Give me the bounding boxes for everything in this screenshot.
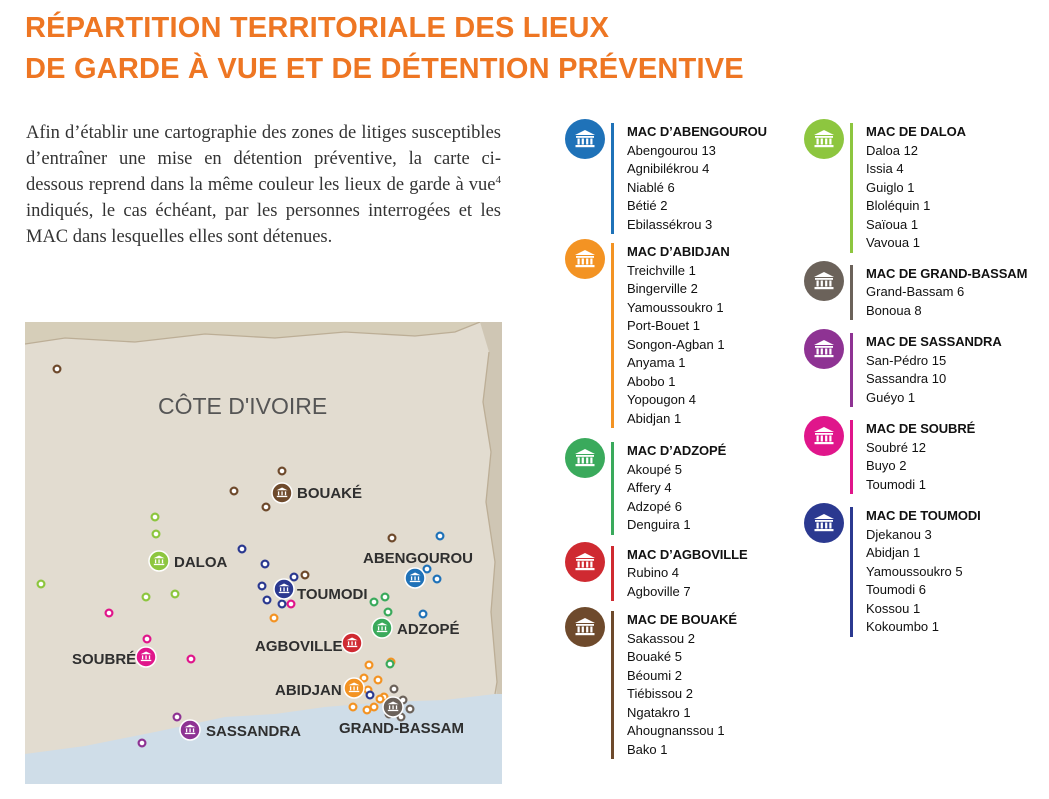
location-marker <box>350 704 357 711</box>
mac-color-bar <box>850 333 853 407</box>
mac-location-list <box>866 142 1027 253</box>
location-marker <box>143 594 150 601</box>
mac-location-item: Bako 1 <box>627 741 668 757</box>
mac-location-item: Bingerville 2 <box>627 281 698 296</box>
location-marker <box>174 714 181 721</box>
mac-location-item: Toumodi 1 <box>866 476 926 492</box>
mac-marker-adzope <box>372 618 392 638</box>
mac-block-sassandra <box>804 333 1027 407</box>
mac-title: MAC D’ABIDJAN <box>627 244 730 259</box>
mac-location-list <box>866 439 1027 495</box>
location-marker <box>437 533 444 540</box>
mac-title: MAC DE GRAND-BASSAM <box>866 265 1028 281</box>
city-label-sassandra: SASSANDRA <box>206 723 302 740</box>
mac-location-item: Buyo 2 <box>866 458 907 473</box>
mac-location-item: Abidjan 1 <box>866 545 921 560</box>
mac-location-list <box>866 352 1027 408</box>
mac-marker-daloa <box>149 551 169 571</box>
mac-title: MAC D’ADZOPÉ <box>627 443 727 458</box>
mac-location-item: Grand-Bassam 6 <box>866 284 965 299</box>
location-marker <box>231 488 238 495</box>
location-marker <box>153 531 160 538</box>
mac-title: MAC D’AGBOVILLE <box>627 546 748 562</box>
location-marker <box>172 591 179 598</box>
city-label-soubre: SOUBRÉ <box>72 651 137 668</box>
mac-location-list <box>627 142 767 235</box>
mac-title: MAC DE TOUMODI <box>866 508 981 523</box>
mac-title: MAC D’ABENGOUROU <box>627 124 767 139</box>
mac-location-item: Saïoua 1 <box>866 216 919 232</box>
mac-location-item: Abengourou 13 <box>627 142 716 158</box>
mac-location-item: Tiébissou 2 <box>627 686 693 701</box>
mac-location-item: Bouaké 5 <box>627 649 682 664</box>
location-marker <box>382 594 389 601</box>
map-country-label: CÔTE D'IVOIRE <box>158 393 328 419</box>
courthouse-icon <box>565 607 605 647</box>
mac-location-item: San-Pédro 15 <box>866 352 947 368</box>
mac-title: MAC DE SASSANDRA <box>866 334 1002 349</box>
mac-location-item: Akoupé 5 <box>627 461 682 477</box>
city-label-grandbassam: GRAND-BASSAM <box>339 720 464 737</box>
mac-marker-sassandra <box>180 720 200 740</box>
intro-text-end: indiqués, le cas échéant, par les personnes interrogées et les MAC dans lesquelles elles sont détenues. <box>26 201 501 247</box>
location-marker <box>263 504 270 511</box>
location-marker <box>106 610 113 617</box>
courthouse-icon <box>565 438 605 478</box>
courthouse-icon <box>565 239 605 279</box>
mac-color-bar <box>850 507 853 637</box>
courthouse-icon <box>804 329 844 369</box>
mac-location-item: Sassandra 10 <box>866 371 947 386</box>
mac-location-item: Yamoussoukro 1 <box>627 299 724 315</box>
mac-marker-soubre <box>136 647 156 667</box>
mac-block-daloa <box>804 123 1027 253</box>
mac-location-item: Djekanou 3 <box>866 526 932 542</box>
mac-location-list <box>866 526 1027 637</box>
page-title <box>25 8 744 90</box>
location-marker <box>371 704 378 711</box>
location-marker <box>407 706 414 713</box>
mac-marker-abengourou <box>405 568 425 588</box>
location-marker <box>385 609 392 616</box>
location-marker <box>264 597 271 604</box>
mac-location-item: Port-Bouet 1 <box>627 318 700 333</box>
mac-location-item: Affery 4 <box>627 480 672 495</box>
location-marker <box>279 468 286 475</box>
mac-location-item: Béoumi 2 <box>627 667 682 683</box>
location-marker <box>302 572 309 579</box>
mac-location-item: Agnibilékrou 4 <box>627 161 710 176</box>
mac-location-item: Issia 4 <box>866 161 904 176</box>
location-marker <box>139 740 146 747</box>
location-marker <box>291 574 298 581</box>
mac-block-toumodi <box>804 507 1027 637</box>
mac-title: MAC DE DALOA <box>866 124 966 139</box>
mac-location-list <box>627 461 767 535</box>
mac-location-item: Vavoua 1 <box>866 235 920 250</box>
mac-location-item: Guéyo 1 <box>866 389 916 405</box>
mac-location-item: Daloa 12 <box>866 142 919 158</box>
mac-location-item: Anyama 1 <box>627 355 686 370</box>
location-marker <box>54 366 61 373</box>
location-marker <box>364 707 371 714</box>
mac-location-list <box>866 283 1027 320</box>
location-marker <box>367 692 374 699</box>
location-marker <box>38 581 45 588</box>
location-marker <box>420 611 427 618</box>
location-marker <box>262 561 269 568</box>
mac-column-left <box>565 123 767 759</box>
mac-location-item: Agboville 7 <box>627 583 691 599</box>
mac-location-item: Yamoussoukro 5 <box>866 563 963 579</box>
location-marker <box>259 583 266 590</box>
location-marker <box>279 601 286 608</box>
mac-location-item: Ngatakro 1 <box>627 704 691 720</box>
mac-location-item: Sakassou 2 <box>627 630 695 646</box>
mac-block-abengourou <box>565 123 767 234</box>
location-marker <box>239 546 246 553</box>
location-marker <box>391 686 398 693</box>
mac-title: MAC DE SOUBRÉ <box>866 421 976 436</box>
title-line-2: DE GARDE À VUE ET DE DÉTENTION PRÉVENTIVE <box>25 53 744 85</box>
mac-color-bar <box>611 611 614 759</box>
mac-location-item: Kokoumbo 1 <box>866 619 939 634</box>
map-svg <box>25 322 502 784</box>
city-label-bouake: BOUAKÉ <box>297 485 363 502</box>
city-label-abengourou: ABENGOUROU <box>363 550 474 567</box>
mac-location-item: Abidjan 1 <box>627 410 682 426</box>
mac-color-bar <box>611 123 614 234</box>
mac-color-bar <box>850 265 853 321</box>
title-line-1: RÉPARTITION TERRITORIALE DES LIEUX <box>25 12 610 44</box>
mac-marker-toumodi <box>274 579 294 599</box>
location-marker <box>288 601 295 608</box>
location-marker <box>387 661 394 668</box>
location-marker <box>434 576 441 583</box>
mac-location-list <box>627 564 767 601</box>
footnote-reference: 4 <box>495 173 501 186</box>
mac-block-bouake <box>565 611 767 759</box>
city-label-toumodi: TOUMODI <box>297 586 368 603</box>
intro-paragraph <box>26 120 501 250</box>
location-marker <box>144 636 151 643</box>
location-marker <box>375 677 382 684</box>
courthouse-icon <box>804 261 844 301</box>
location-marker <box>389 535 396 542</box>
location-marker <box>371 599 378 606</box>
mac-title: MAC DE BOUAKÉ <box>627 612 737 627</box>
mac-color-bar <box>850 123 853 253</box>
mac-location-item: Songon-Agban 1 <box>627 336 725 352</box>
mac-location-item: Rubino 4 <box>627 565 680 580</box>
courthouse-icon <box>804 503 844 543</box>
mac-block-grand-bassam <box>804 265 1027 321</box>
city-label-adzope: ADZOPÉ <box>397 621 460 638</box>
location-marker <box>152 514 159 521</box>
mac-location-item: Adzopé 6 <box>627 498 682 514</box>
city-label-agboville: AGBOVILLE <box>255 638 343 655</box>
mac-color-bar <box>611 546 614 602</box>
mac-location-item: Bloléquin 1 <box>866 198 931 213</box>
location-marker <box>361 675 368 682</box>
mac-block-adzope <box>565 442 767 535</box>
mac-location-item: Abobo 1 <box>627 373 676 389</box>
mac-location-item: Niablé 6 <box>627 179 675 195</box>
mac-location-item: Kossou 1 <box>866 600 921 616</box>
mac-location-item: Treichville 1 <box>627 262 696 278</box>
city-label-abidjan: ABIDJAN <box>275 682 342 699</box>
mac-marker-agboville <box>342 633 362 653</box>
mac-location-item: Denguira 1 <box>627 517 691 532</box>
courthouse-icon <box>804 416 844 456</box>
courthouse-icon <box>565 542 605 582</box>
mac-block-agboville <box>565 546 767 602</box>
location-marker <box>366 662 373 669</box>
mac-location-item: Bonoua 8 <box>866 302 922 318</box>
mac-location-list <box>627 262 767 429</box>
mac-marker-grandbassam <box>383 697 403 717</box>
detention-map <box>25 322 502 784</box>
mac-block-abidjan <box>565 243 767 428</box>
city-label-daloa: DALOA <box>174 554 228 571</box>
mac-location-item: Ahougnanssou 1 <box>627 723 725 738</box>
courthouse-icon <box>804 119 844 159</box>
mac-color-bar <box>611 442 614 535</box>
mac-column-right <box>804 123 1027 637</box>
mac-location-item: Yopougon 4 <box>627 392 696 407</box>
mac-marker-bouake <box>272 483 292 503</box>
mac-location-item: Soubré 12 <box>866 439 926 455</box>
mac-location-list <box>627 630 767 760</box>
intro-text: Afin d’établir une cartographie des zones de litiges susceptibles d’entraîner une mise en détention préventive, la carte ci-dessous reprend dans la même couleur les lieux de garde à vue <box>26 123 501 195</box>
mac-color-bar <box>850 420 853 494</box>
mac-location-item: Bétié 2 <box>627 198 668 213</box>
location-marker <box>377 696 384 703</box>
mac-marker-abidjan <box>344 678 364 698</box>
mac-color-bar <box>611 243 614 428</box>
location-marker <box>188 656 195 663</box>
location-marker <box>271 615 278 622</box>
mac-location-item: Toumodi 6 <box>866 582 926 597</box>
mac-location-item: Ebilassékrou 3 <box>627 216 713 232</box>
mac-location-item: Guiglo 1 <box>866 179 915 195</box>
mac-block-soubre <box>804 420 1027 494</box>
courthouse-icon <box>565 119 605 159</box>
